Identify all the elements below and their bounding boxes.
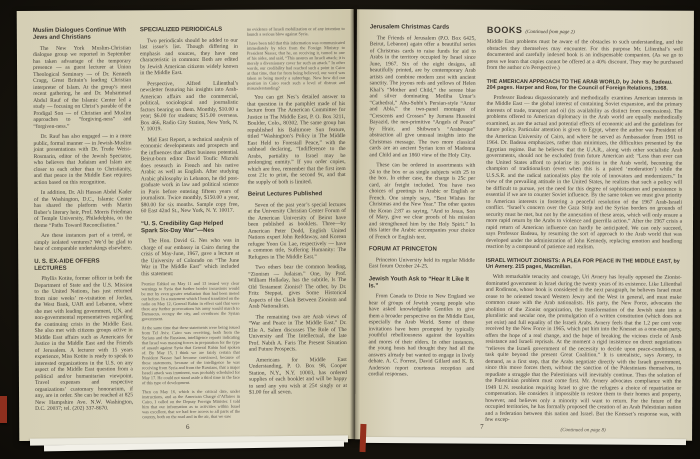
book-review-heading: ISRAEL WITHOUT ZIONISTS: A PLEA FOR PEACE IN THE MIDDLE EAST, by Uri Avnery. 215 pages, Macmillan. (485, 257, 680, 271)
article-paragraph: Princeton University held its regular Middle East forum October 24-25. (368, 256, 475, 270)
article-heading: FORUM AT PRINCETON (368, 246, 437, 253)
article-heading: Jerusalem Christmas Cards (369, 24, 450, 31)
books-section-heading (487, 25, 683, 36)
article-paragraph: Dr. Rauf has also engaged — in a more public, formal manner — in Jewish-Muslim joint presentations with Dr. Trude Weiss-Rosmarin, editor of the Jewish Spectator, who believes that Judaism and Islam are closer to each other than to Christianity, and that peace in the Middle East requires action based on this recognition. (33, 133, 132, 186)
article-paragraph: Phyllis Kotite, former officer in both the Department of State and the U.S. Mission to the United Nations, has just returned from nine weeks’ re-visitation of Jordan, the West Bank, UAR and Lebanon, where she met with leading government, UN, and non-governmental representatives regarding the continuing crisis in the Middle East. She also met with citizens groups active in Middle East affairs such as Americans for Justice in the Middle East and the Friends of Jerusalem. A lecturer with 15 years experience, Miss Kotite is ready to speak to interested organizations in the U.S. on any aspect of the Middle East question from a political and/or humanitarian viewpoint. Travel expenses and respective organizations’ customary honorarium, if any, are in order. She can be reached at 825 New Hampshire Ave. N.W. Washington, D.C. 20037; tel. (202) 337-8670. (34, 275, 134, 412)
right-page-columns (355, 9, 694, 433)
article-paragraph: These can be ordered in assortments with 24 to the box or as single subjects with 25 to the box. In either case, the charge is 25c per card, air freight included. You have two choices of greetings in Arabic or English or French. One simply says, “Best Wishes for Christmas and the New Year.” The other quotes the Koran 2:87 as saying, “And to Jesus, Son of Mary, give we clear proofs of his mission and strengthened him by the Holy Spirit.” In this latter the Arabic accompanies your choice of French or English text. (368, 162, 476, 241)
books-title: BOOKS (486, 24, 523, 35)
magazine-page-left (17, 9, 357, 441)
article-heading: Muslim Dialogues Continue With Jews and Christians (32, 27, 127, 41)
page-number-left: 6 (185, 422, 190, 432)
lecture-quote-fine-print: Premier Eshkol on May 11 and 13 issued very clear warnings to Syria that further border incursions would be met by even greater retaliation than had been meted out before. In a statement which I heard translated on the radio on May 12, General Rabin in effect said that were there any further provocations his army would march to Damascus, occupy the city, and overthrow the Syrian government. (141, 280, 240, 322)
books-intro-paragraph: Middle East problems must be aware of the obstacles to such understanding, and the obstacles they themselves may encounter. For this purpose Mr. Lilienthal’s well documented and carefully indexed book is an indispensable companion. (As we go to press we learn that copies cannot be offered at a 40% discount. They may be purchased from the author c/o Perspective.) (486, 38, 683, 72)
article-heading: Beirut Lectures Published (247, 191, 323, 198)
article-paragraph: The remaining two are Arab views of “War and Peace in The Middle East.” Dr. Elie A. Salem discusses The Role of The University and The Intellectual, the late Prof. Nabih A. Faris The Present Situation and Future Prospects. (248, 313, 347, 353)
article-heading: U. S. EX-AIDE OFFERS LECTURES (34, 258, 100, 272)
article-paragraph: The Hon. David G. Nes who was in charge of our embassy in Cairo during the crisis of May-June, 1967, gave a lecture at the University of Colorado on “The June War in The Middle East” which included this statement: (141, 237, 240, 277)
left-page-columns (17, 9, 357, 423)
lecture-quote-fine-print: Then on May 16, which is the critical date, under instructions, and as the American Chargé d’Affaires in Cairo, I called on the Deputy Foreign Minister. I told him that our information as to activities within Israel was excellent, that we had free access to all parts of the country, both on the road and in the air, that we saw (142, 388, 241, 420)
article-paragraph: Americans for Middle East Understanding, P. O. Box 98, Cooper Station, N.Y., N.Y. 10003, has ordered supplies of each booklet and will be happy to send any you wish at 25¢ singly or at $1.00 for all seven. (248, 356, 348, 396)
article-paragraph: Two periodicals should be added to our last issue’s list. Though differing in emphasis and sources, they have one characteristic in common: Both are edited by Jewish American citizens widely known in the Middle East. (139, 37, 239, 77)
red-bookmark-tab-bottom (360, 424, 367, 452)
article-paragraph: Seven of the past year’s special lectures at the University Christian Center Forum of the American University of Beirut have been published as booklets. Three—by American Peter Dodd, English United Nations expert John Reddaway, and Korean refugee Yoon Gu Lae, respectively — have a common title, Suffering Humanity: The Refugees in The Middle East.” (247, 201, 347, 261)
article-heading: “U. S. Credibility Gap Helped Spark Six-Day War”—Nes (140, 220, 224, 234)
left-column-1 (33, 27, 133, 423)
article-paragraph: The Friends of Jerusalem (P.O. Box 6425, Beirut, Lebanon) again offer a beautiful series of Christmas cards to raise funds for aid to Arabs in the territory occupied by Israel since June, 1967. Six of the eight designs, all beautifully printed, are by contemporary Arab artists and combine modern zest with ancient sanctity. The joyous reds and yellows of Helen Khal’s “Mother and Child,” the serene blue and silver dominating Mediha Umar’s “Cathedral,” Abu-Subhi’s Persian-style “Antar and Abla,” the two-panel montages of “Crescents and Crosses” by Jumana Husseini Bayazid, the neo-primitive “Angels of Peace” by Hrair, and Shibwon’s “Arabesque” abstraction all give unusual insights into the Christmas message. The two more classical cards are an ancient Syrian icon of Madonna and Child and an 1860 view of the Holy City. (369, 34, 476, 159)
article-heading: Jewish Youth Ask to “Hear It Like It Is.” (368, 275, 470, 289)
article-paragraph: Are these instances part of a trend, or simply isolated ventures? We’d be glad to hear of comparable undertakings elsewhere. (34, 232, 133, 252)
book-review-heading: THE AMERICAN APPROACH TO THE ARAB WORLD, by John S. Badeau. 204 pages. Harper and Row, for the Council of Foreign Relations, 1968. (486, 78, 673, 92)
article-paragraph: You can get Nes’s detailed answer to that question in the pamphlet made of his lecture from The American Committee for Justice in The Middle East, P. O. Box 3211, Boulder, Colo., 80302. The same group has republished his Baltimore Sun feature, titled “Washington’s Policy in The Middle East Held to Forestall Peace,” with the subhead declaring, “Indifference to the Arabs, partiality to Israel may be prolonging enmity.” If you order copies, which are free, remember that the first item cost 21c to print, the second 9c, and that the supply of both is limited. (247, 94, 346, 186)
article-paragraph: From Canada to Dixie to New England we hear of groups of Jewish young people who have asked knowledgable Gentiles to give them a broader perspective on the Middle East, especially the Arab World. Some of these invitations have been prompted by typically youthful rebelliousness against the loyalties and mores of their elders. In other instances, the young hosts had thought they had all the answers already but wanted to engage in lively debate. A. C. Forrest, David Gillard and K. B. Anderson report courteous reception and cordial responses. (368, 293, 475, 378)
left-column-3 (247, 26, 347, 422)
article-heading: SPECIALIZED PERIODICALS (139, 26, 223, 34)
article-paragraph: Mid East Report, a technical analysis of economic developments and prospects and the influences that affect business potential. Beirut-born editor David Toufic Mizrahi does research in French and his native Arabic as well as English. After studying Arabic philosophy in Lebanon, he did post-graduate work in law and political science in Paris before entering fifteen years of journalism. Twice monthly, $150.00 a year, $80.00 for six months. Sample copy free, 60 East 42nd St., New York, N. Y. 10017. (140, 136, 239, 215)
book-review-body: With remarkable tenacity and courage, Uri Avnery has loyally opposed the Zionist-dominated government in Israel during the twenty years of its existence. Like Lilienthal and Rodinson, whose book is considered in the next paragraph, he believes Israel must cease to be oriented toward Western Jewry and the West in general, and must make common cause with the Arab nationalists. His party, the New Force, advocates the abolition of the Zionist organization, the transformation of the Jewish state into a pluralistic and secular one, the promulgation of a written constitution (which does not yet exist) and full equality of the Israeli Arabs. Avnery feels that the 1.2 per cent vote received by the New Force in 1965, which put him into the Knesset as a one-man party, offers the hope of a real change, and the hope of breaking the vicious circle of Arab resistance and Israeli reprisals. At the moment a rigid insistence on direct negotiations “relieves the Israeli government of the necessity to decide upon peace-conditions, a task quite beyond the present Great Coalition.” It is unrealistic, says Avnery, to demand, as a first step, that the Arabs negotiate directly with the Israeli government, since this move forces them, without the sanction of the Palestinians themselves, to repudiate a struggle that the Palestinians will inevitably continue. Thus the solution of the Palestinian problem must come first. Mr. Avnery advocates compliance with the 1949 U.N. resolution requiring Israel to give the refugees a choice of repatriation or compensation. He considers it impossible to restore them to their homes and property, however, and believes only a minority will want to return. For the future of the occupied territories, he has formally proposed the creation of an Arab Palestinian nation and a federation between this nation and Israel. But the Knesset’s response was, with few excep- (485, 273, 682, 424)
article-paragraph: The New York Muslim-Christian dialogue group we reported in September has taken advantage of the temporary presence — as guest lecturer at Union Theological Seminary — of Dr. Kenneth Cragg, Great Britain’s leading Christian interpreter of Islam. At the group’s most recent gathering, he and Dr. Muhammad Abdul Rauf of the Islamic Center led a study — focusing on Christ’s parable of the Prodigal Son — of Christian and Muslim approaches to “forgiving-ness” and “forgiven-ness.” (32, 44, 132, 130)
lecture-quote-fine-print: no evidence of Israeli mobilization or of any intention to launch a serious blow against Syria. (246, 26, 345, 37)
lecture-quote-fine-print: At the same time that these statements were being issued from Tel Aviv, Cairo was receiving, both from the Syrians and the Russians, intelligence reports indicating that Israel was massing forces in preparation for the type of assault against Syria that General Rabin had spoken of. By May 15, I think we are fairly certain that President Nasser had become convinced, because of these statements, because of the intelligence he was receiving from Syria and from the Russians, that a major Israeli attack was imminent, was probably scheduled for May 17. He could not stand aside a third time in the face of this type of development. (141, 324, 240, 386)
red-bookmark-tab-left (0, 396, 7, 423)
magazine-page-right (355, 9, 694, 440)
article-paragraph: In addition, Dr. Ali Hassan Abdel Kader of the Washington, D.C., Islamic Center has shared the platform with Martin Buber’s literary heir, Prof. Morris Friedman of Temple University, Philadelphia, on the theme “Paths Toward Reconciliation.” (33, 189, 132, 229)
books-column (485, 24, 683, 433)
article-paragraph: Two others bear the common heading, “Zionism — Judaism.” One, by Prof. William Holladay, has the subtitle, Is The Old Testament Zionist? The other, by Dr. Fritz Steppat, gives Some Historical Aspects of the Clash Between Zionism and Arab Nationalism. (248, 264, 347, 310)
article-paragraph: Perspective, Alfred Lilienthal’s newsletter featuring his insights into Arab-American affairs and the commercial, political, sociological and journalistic factors bearing on them. Monthly, $10.00 a year; $6.00 for students; $15.00 overseas. Box 466, Radio City Station, New York, N. Y. 10019. (140, 80, 239, 133)
continued-on-note: (Continued on page 8) (560, 427, 606, 433)
page-gutter-shadow (350, 8, 360, 444)
left-column-2 (140, 27, 240, 423)
lecture-quote-fine-print: I have been told that this information was communicated immediately by telex from the Foreign Ministry to President Nasser, that he, on receiving it, turned to one of his aides, and said, “This assures an Israeli attack; it is merely a diversionary cover for such an attack.” In other words, our credibility had reached such a point in Cairo at that time, that far from being believed, our word was taken as being merely a subterfuge. Now how did our position in Cairo reach such a level of distrust and misunderstanding? (246, 40, 346, 91)
book-review-body: Professor Badeau dispassionately and methodically examines American interests in the Middle East — the global interest of containing Soviet expansion, and the primary interests of trade, transport and oil (its availability as distinct from concessions). The problems offered to American diplomacy in the Arab world are equally methodically examined, as are the actual and potential effects of economic aid and the guidelines for future policy. Particular attention is given to Egypt, where the author was President of the American University of Cairo, and where he served as Ambassador from 1961 to 1964. Dr. Badeau emphasizes, rather than minimizes, the difficulties presented by the Egyptian regime. But he believes that the U.A.R., along with other socialistic Arab governments, should not be excluded from future American aid: “Less than ever can the United States afford to polarize its position in the Arab world, becoming the champion of traditionalism (even when this is a paired ‘moderation’) while the U.S.S.R. and the radical nationalists play the role of innovators and modernizers.” In view of the prevailing attitude in the United States, he realizes that such a policy will be difficult to pursue, yet the need for this degree of sophistication and persistence is essential if we are to counter Soviet influence. By the same token we must give priority to American interests in fostering a peaceful resolution of the 1967 Arab-Israeli conflict. “Israel’s concern over the Gaza Strip and the Syrian borders on grounds of security must be met, but not by the annexation of these areas, which will only ensure a more rapid return by the Arabs to violence and guerrilla action.” After the 1967 crisis a rapid return of American influence can hardly be anticipated. We can only succeed, says Professor Badeau, by resuming the sort of approach to the Arab world that was developed under the administration of John Kennedy, replacing emotion and headlong reaction by a compound of patience and realism. (485, 94, 683, 251)
page-number-right: 7 (480, 422, 484, 431)
books-continued-from: (Continued from page 2) (525, 30, 575, 36)
right-column-1 (368, 24, 476, 422)
